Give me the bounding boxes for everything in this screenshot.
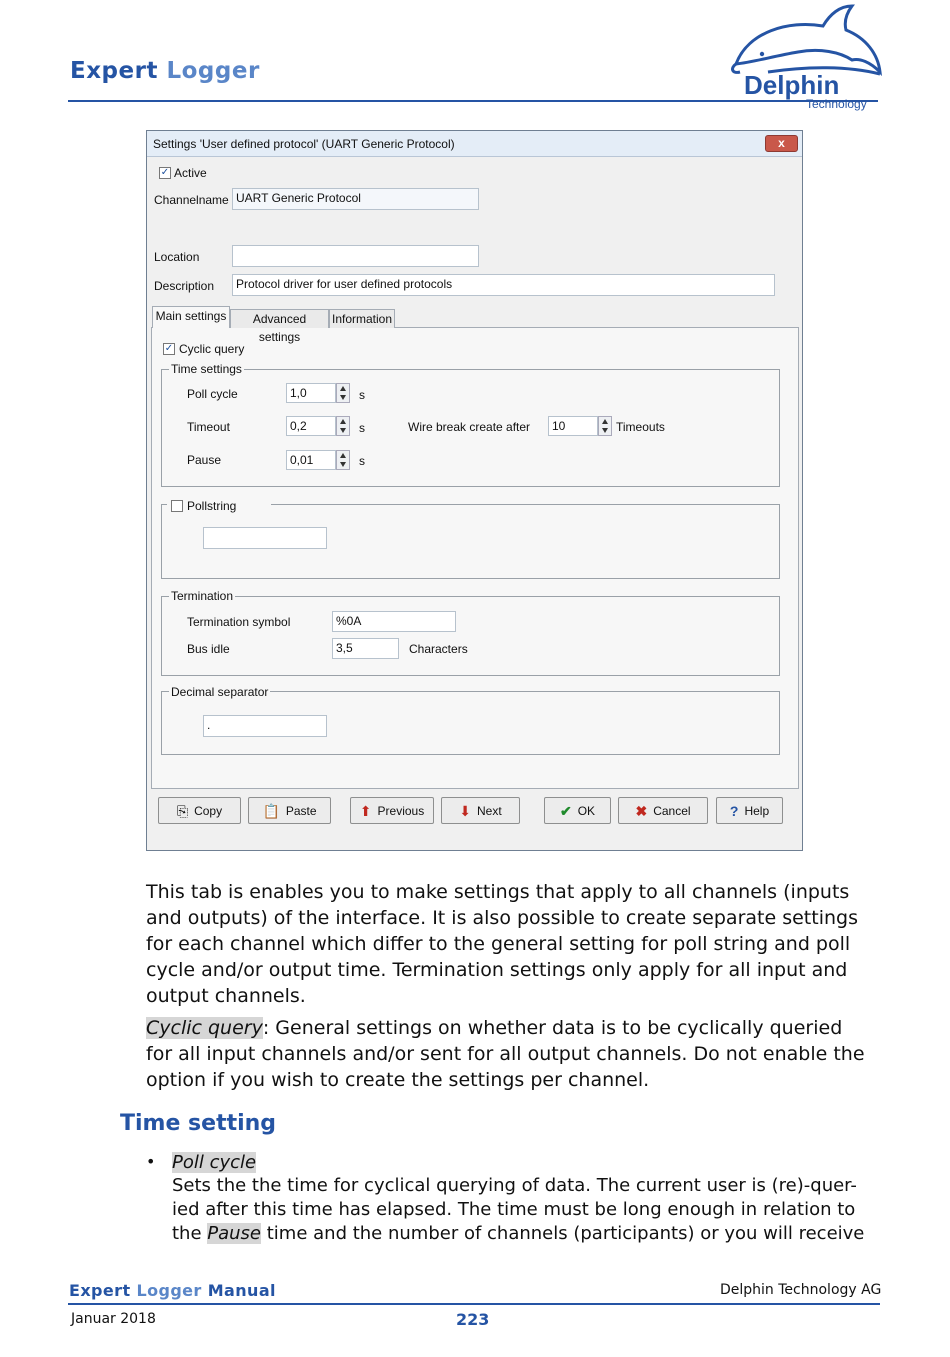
ok-button-label: OK	[577, 803, 596, 818]
pollstring-field[interactable]	[203, 527, 327, 549]
active-label: Active	[174, 166, 207, 180]
poll-cycle-desc-line2: ied after this time has elapsed. The time must be long enough in relation to	[172, 1199, 856, 1220]
cyclic-query-paragraph	[146, 1015, 874, 1093]
delphin-logo	[728, 2, 888, 114]
channelname-field[interactable]: UART Generic Protocol	[232, 188, 479, 210]
page-number: 223	[456, 1310, 490, 1329]
pause-unit: s	[359, 454, 365, 468]
pause-term: Pause	[207, 1223, 262, 1244]
decimal-separator-group-label: Decimal separator	[171, 685, 269, 699]
arrow-up-icon: ⬆	[359, 802, 372, 819]
wire-break-spinner[interactable]	[598, 416, 612, 436]
pause-label: Pause	[187, 453, 222, 467]
paste-button-label: Paste	[285, 803, 317, 818]
header-title-word2: Logger	[166, 58, 260, 84]
cancel-button-label: Cancel	[653, 803, 691, 818]
cyclic-query-checkbox[interactable]: ✓	[164, 343, 174, 354]
poll-cycle-desc-line3	[172, 1222, 880, 1246]
tab-advanced-settings[interactable]: Advanced settings	[230, 309, 329, 328]
termination-group-label: Termination	[171, 589, 234, 603]
footer-date: Januar 2018	[71, 1311, 156, 1327]
cyclic-query-label: Cyclic query	[179, 342, 245, 356]
footer-word1: Expert	[69, 1281, 131, 1300]
footer-company: Delphin Technology AG	[720, 1282, 882, 1298]
pollstring-checkbox[interactable]	[171, 500, 183, 512]
location-field[interactable]	[232, 245, 479, 267]
dolphin-logo-icon	[728, 2, 888, 114]
active-checkbox[interactable]: ✓	[160, 167, 170, 178]
poll-cycle-spinner[interactable]	[336, 383, 350, 403]
wire-break-unit: Timeouts	[616, 420, 665, 434]
checkmark-icon: ✔	[559, 802, 572, 819]
close-button[interactable]: x	[765, 135, 798, 152]
help-button-label: Help	[744, 803, 770, 818]
ok-button[interactable]	[544, 797, 611, 824]
settings-dialog	[146, 130, 803, 851]
footer-word3: Manual	[207, 1281, 276, 1300]
time-settings-group-label: Time settings	[171, 362, 242, 376]
wire-break-field[interactable]: 10	[548, 416, 598, 436]
bus-idle-field[interactable]: 3,5	[332, 638, 399, 659]
footer-word2: Logger	[136, 1281, 202, 1300]
next-button[interactable]	[441, 797, 520, 824]
footer-rule	[68, 1303, 880, 1305]
cyclic-query-term: Cyclic query	[146, 1017, 263, 1039]
pause-spinner[interactable]	[336, 450, 350, 470]
paste-button[interactable]	[248, 797, 331, 824]
timeout-spinner[interactable]	[336, 416, 350, 436]
termination-group	[161, 596, 780, 676]
tab-main-settings[interactable]: Main settings	[152, 306, 230, 328]
decimal-separator-field[interactable]: .	[203, 715, 327, 737]
dialog-titlebar	[147, 131, 802, 157]
timeout-unit: s	[359, 421, 365, 435]
cancel-button[interactable]	[618, 797, 708, 824]
line3-suffix: time and the number of channels (participants) or you will receive	[261, 1223, 865, 1244]
header-title	[70, 58, 260, 84]
poll-cycle-term-line	[172, 1151, 880, 1175]
wire-break-label: Wire break create after	[408, 420, 531, 434]
bus-idle-label: Bus idle	[187, 642, 230, 656]
bullet-marker: •	[146, 1152, 156, 1171]
location-label: Location	[154, 250, 200, 264]
poll-cycle-term: Poll cycle	[172, 1152, 257, 1173]
pollstring-label: Pollstring	[187, 499, 237, 513]
arrow-down-icon: ⬇	[459, 802, 472, 819]
copy-button[interactable]	[158, 797, 241, 824]
termination-symbol-field[interactable]: %0A	[332, 611, 456, 632]
logo-subtext: Technology	[806, 97, 867, 111]
copy-icon: ⎘	[176, 802, 189, 819]
question-mark-icon: ?	[729, 802, 739, 819]
channelname-label: Channelname	[154, 193, 229, 207]
poll-cycle-desc-line1: Sets the the time for cyclical querying of data. The current user is (re)-quer-	[172, 1175, 857, 1196]
description-label: Description	[154, 279, 215, 293]
cyclic-query-description: : General settings on whether data is to be cyclically queried for all input channels and/or sent for all output channels. Do not enable the option if you wish to create the settings per channel.	[146, 1017, 865, 1091]
copy-button-label: Copy	[194, 803, 223, 818]
dialog-title: Settings 'User defined protocol' (UART Generic Protocol)	[153, 137, 455, 151]
description-field[interactable]: Protocol driver for user defined protocols	[232, 274, 775, 296]
intro-paragraph: This tab is enables you to make settings that apply to all channels (inputs and outputs) of the interface. It is also possible to create separate settings for each channel which differ to the general setting for poll string and poll cycle and/or output time. Termination settings only apply for all input and output channels.	[146, 881, 858, 1007]
section-heading: Time setting	[120, 1111, 277, 1136]
bus-idle-unit: Characters	[409, 642, 468, 656]
logo-wordmark: Delphin	[744, 70, 840, 100]
timeout-field[interactable]: 0,2	[286, 416, 336, 436]
footer-manual-title	[69, 1281, 276, 1300]
tab-information[interactable]: Information	[329, 309, 395, 328]
cross-icon: ✖	[635, 802, 648, 819]
help-button[interactable]	[716, 797, 783, 824]
pause-field[interactable]: 0,01	[286, 450, 336, 470]
poll-cycle-field[interactable]: 1,0	[286, 383, 336, 403]
timeout-label: Timeout	[187, 420, 230, 434]
previous-button[interactable]	[350, 797, 434, 824]
paste-icon: 📋	[262, 802, 280, 819]
poll-cycle-unit: s	[359, 388, 365, 402]
previous-button-label: Previous	[377, 803, 425, 818]
line3-prefix: the	[172, 1223, 208, 1244]
termination-symbol-label: Termination symbol	[187, 615, 291, 629]
next-button-label: Next	[477, 803, 502, 818]
poll-cycle-label: Poll cycle	[187, 387, 238, 401]
header-title-word1: Expert	[70, 58, 158, 84]
